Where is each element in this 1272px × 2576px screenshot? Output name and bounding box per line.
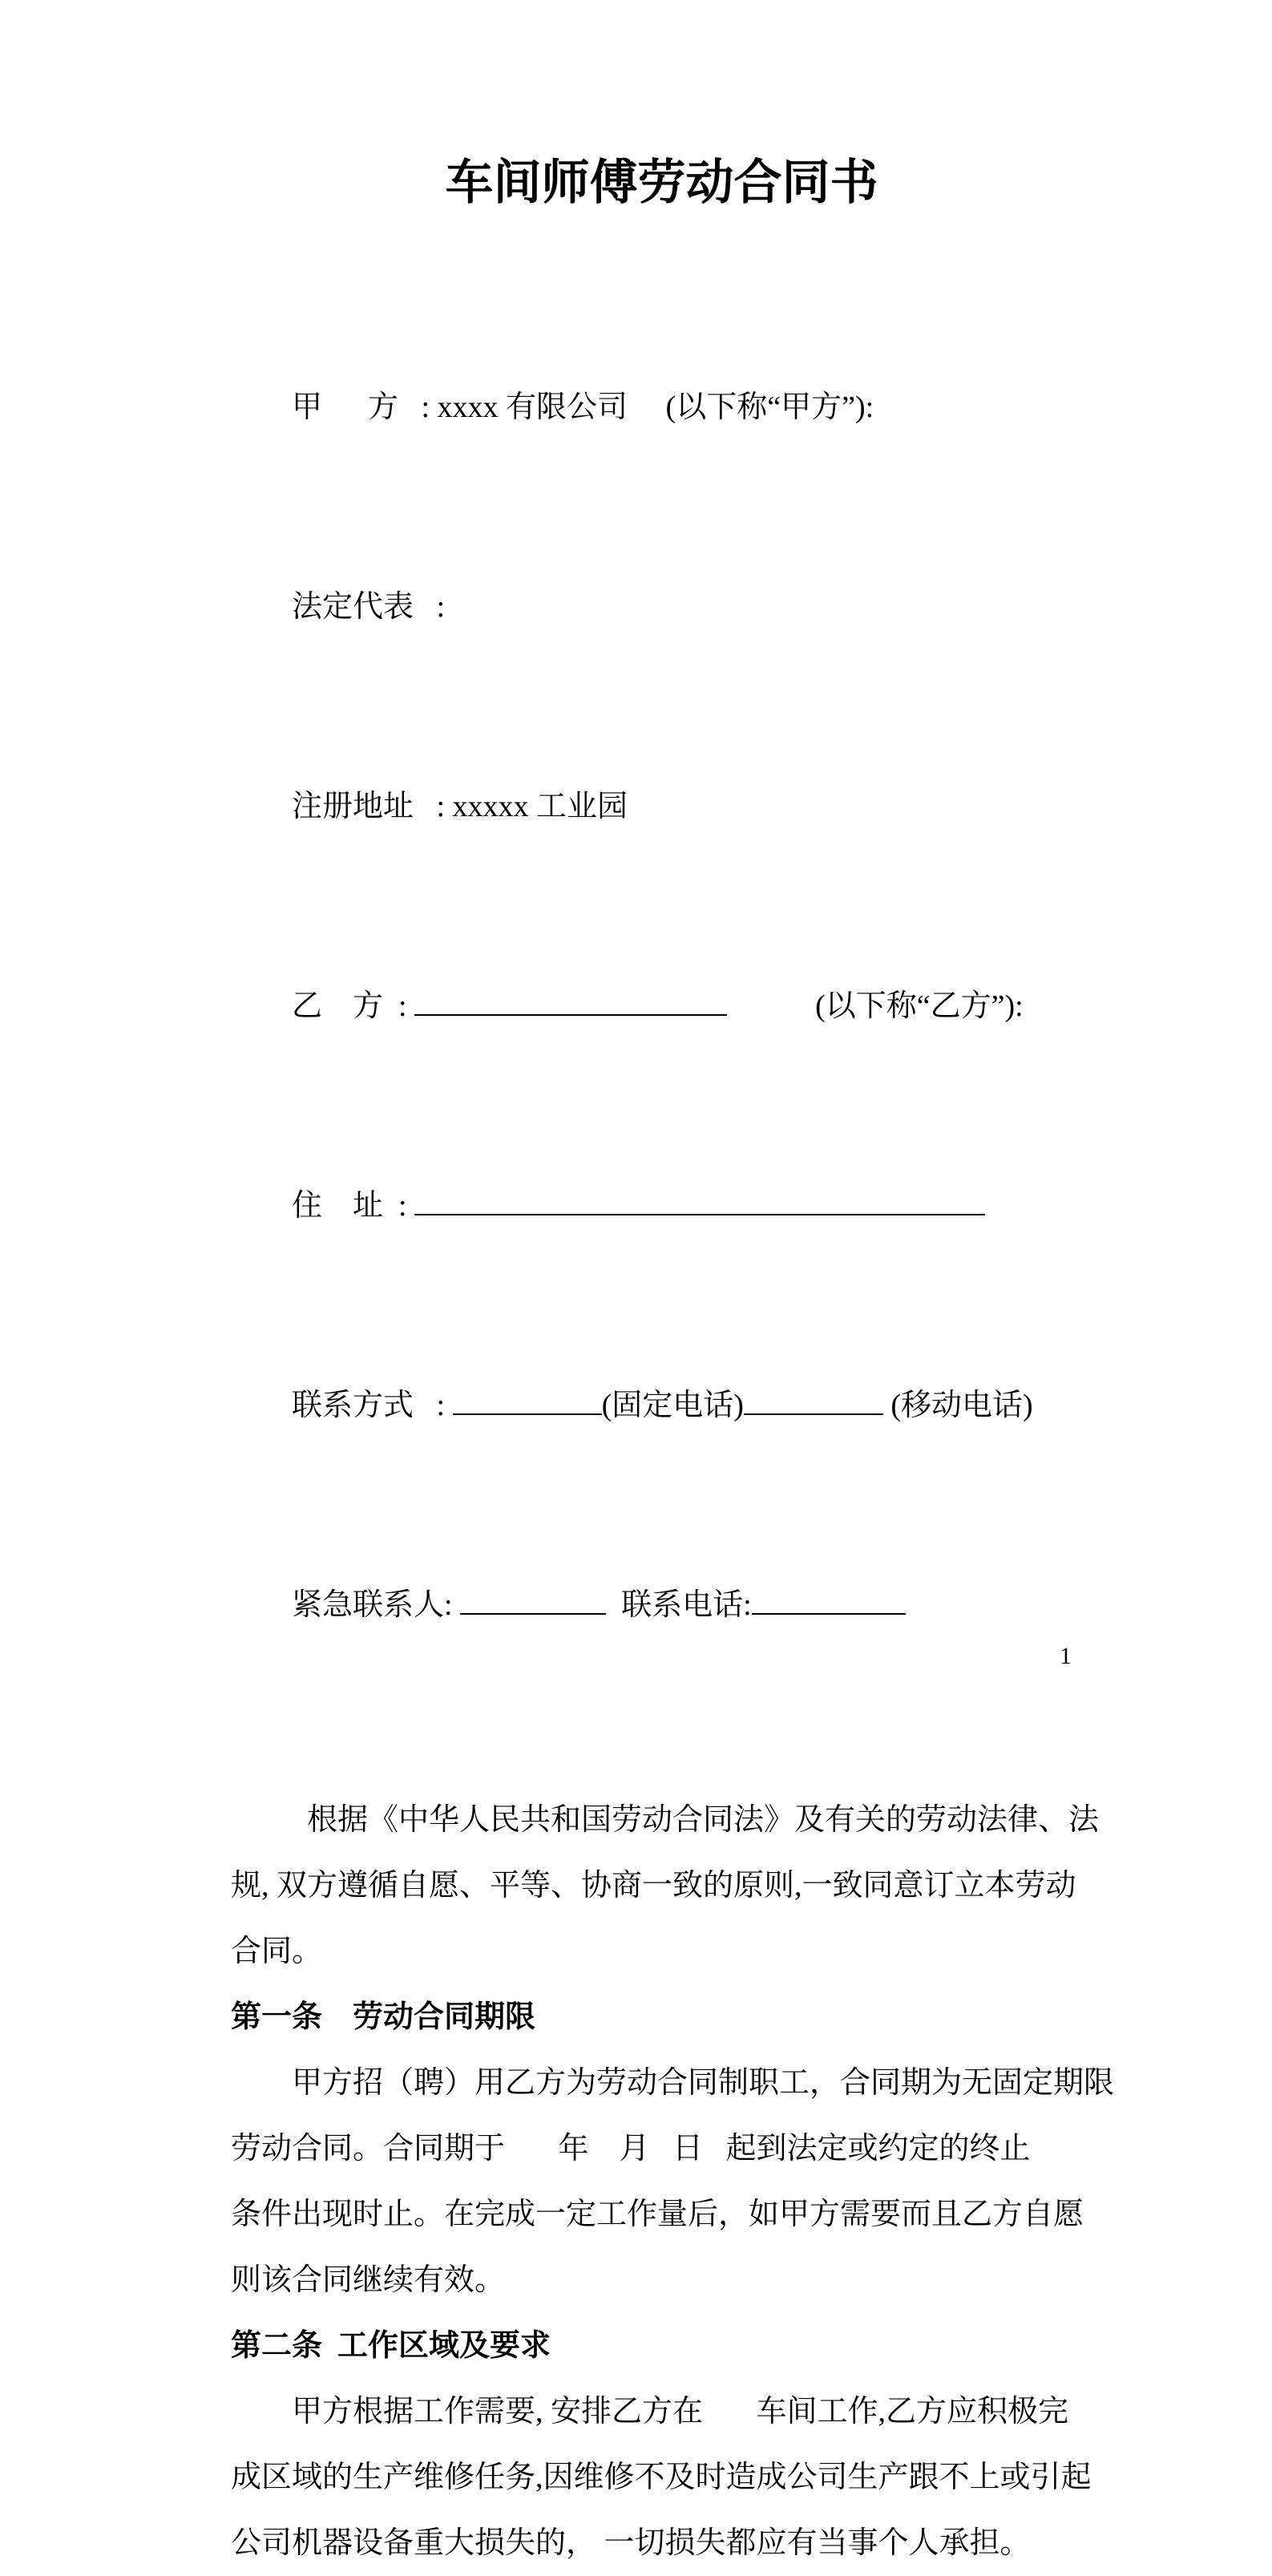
party-a-text: 甲 方 : xxxx 有限公司 (以下称“甲方”):	[292, 390, 874, 424]
address-label: 住 址 :	[292, 1189, 415, 1223]
article-1-line: 甲方招（聘）用乙方为劳动合同制职工，合同期为无固定期限	[292, 2066, 1115, 2100]
document-title: 车间师傅劳动合同书	[445, 156, 878, 209]
legal-representative-row	[231, 508, 1092, 707]
article-1-section	[231, 1984, 1115, 2313]
article-1-line: 则该合同继续有效。	[231, 2263, 506, 2297]
article-2-section	[231, 2313, 1092, 2576]
registered-address-text: 注册地址 : xxxxx 工业园	[292, 790, 628, 823]
article-1-heading: 第一条 劳动合同期限	[231, 2000, 536, 2034]
party-b-row	[231, 907, 1092, 1106]
party-b-name-blank-field[interactable]	[414, 1012, 727, 1016]
emergency-phone-blank-field[interactable]	[752, 1611, 906, 1615]
legal-representative-text: 法定代表 :	[292, 590, 446, 624]
party-info-block	[231, 308, 1092, 1705]
fixed-phone-label: (固定电话)	[601, 1389, 744, 1422]
article-2-line: 公司机器设备重大损失的， 一切损失都应有当事个人承担。	[231, 2526, 1031, 2560]
article-1-line: 条件出现时止。在完成一定工作量后，如甲方需要而且乙方自愿	[231, 2198, 1084, 2231]
registered-address-row	[231, 707, 1092, 907]
emergency-phone-label: 联系电话:	[606, 1588, 752, 1622]
fixed-phone-blank-field[interactable]	[453, 1411, 602, 1415]
article-1-line: 劳动合同。合同期于 年 月 日 起到法定或约定的终止	[231, 2132, 1031, 2166]
article-2-heading: 第二条 工作区域及要求	[231, 2329, 551, 2363]
party-a-row	[231, 308, 1092, 508]
preamble-line: 规, 双方遵循自愿、平等、协商一致的原则,一致同意订立本劳动	[231, 1869, 1076, 1903]
article-2-line: 成区域的生产维修任务,因维修不及时造成公司生产跟不上或引起	[231, 2461, 1092, 2494]
preamble-line: 根据《中华人民共和国劳动合同法》及有关的劳动法律、法	[307, 1803, 1100, 1837]
address-blank-field[interactable]	[414, 1211, 985, 1215]
address-row	[231, 1106, 1092, 1306]
mobile-phone-blank-field[interactable]	[744, 1411, 883, 1415]
preamble-line: 合同。	[231, 1935, 323, 1968]
page-number: 1	[1060, 1643, 1072, 1669]
emergency-contact-row	[231, 1506, 1092, 1705]
contact-row	[231, 1306, 1092, 1506]
preamble-paragraph	[231, 1787, 1100, 1984]
emergency-name-blank-field[interactable]	[460, 1611, 606, 1615]
document-content	[231, 0, 1115, 2576]
emergency-contact-label: 紧急联系人:	[292, 1588, 461, 1622]
article-2-line: 甲方根据工作需要, 安排乙方在 车间工作,乙方应积极完	[292, 2395, 1069, 2428]
contact-label: 联系方式 :	[292, 1389, 453, 1422]
party-b-suffix: (以下称“乙方”):	[815, 989, 1024, 1023]
mobile-phone-label: (移动电话)	[882, 1389, 1033, 1422]
party-b-label: 乙 方 :	[292, 989, 415, 1023]
